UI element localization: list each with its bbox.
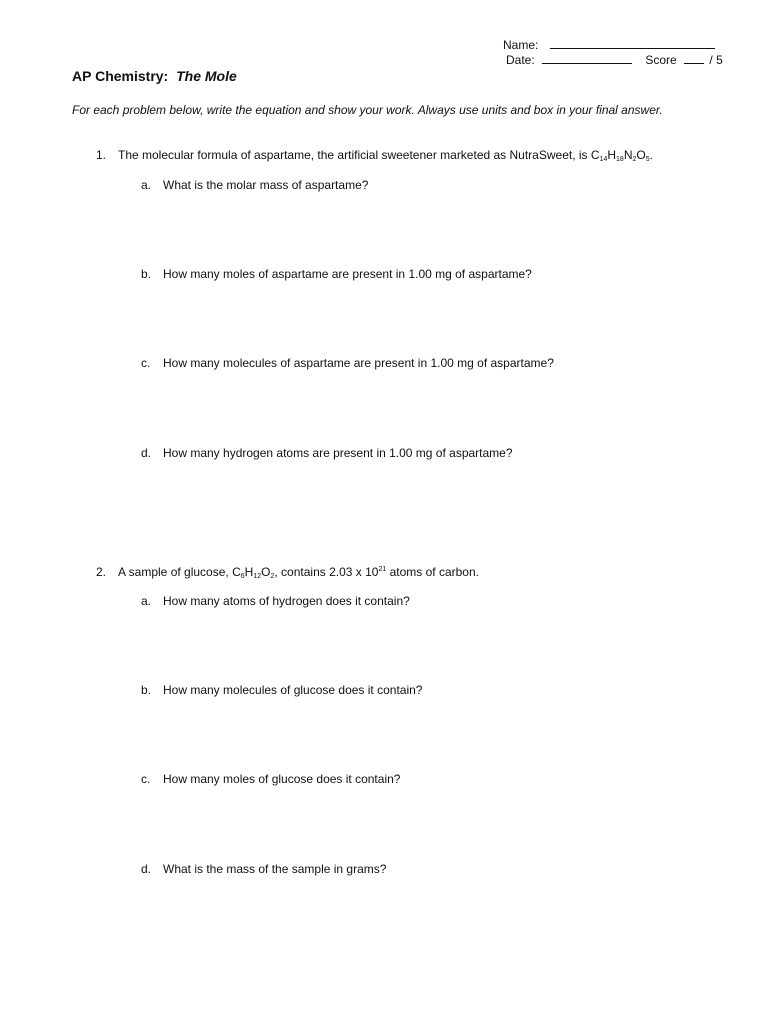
formula-subscript: 2 xyxy=(270,573,275,580)
formula-subscript: 5 xyxy=(645,156,650,163)
formula-subscript: 14 xyxy=(599,156,608,163)
title-prefix: AP Chemistry: xyxy=(72,68,169,84)
question-text: What is the mass of the sample in grams? xyxy=(163,862,387,876)
problem-2-number: 2. xyxy=(96,565,107,579)
problem-1-prefix: The molecular formula of aspartame, the artificial sweetener marketed as NutraSweet, is xyxy=(118,148,591,162)
formula-subscript: 6 xyxy=(240,573,245,580)
question-text: How many molecules of aspartame are present in 1.00 mg of aspartame? xyxy=(163,356,554,370)
name-field[interactable] xyxy=(550,38,715,49)
problem-2-text xyxy=(118,565,479,579)
question-text: How many hydrogen atoms are present in 1.00 mg of aspartame? xyxy=(163,446,513,460)
part-label: d. xyxy=(141,862,152,876)
formula-element: N xyxy=(623,148,633,162)
formula-element: O xyxy=(636,148,646,162)
part-label: a. xyxy=(141,178,152,192)
part-label: c. xyxy=(141,356,151,370)
formula-element: H xyxy=(244,565,254,579)
question-text: How many moles of glucose does it contain? xyxy=(163,772,401,786)
problem-2-suffix: atoms of carbon. xyxy=(386,565,479,579)
page-title xyxy=(72,68,237,84)
formula-subscript: 2 xyxy=(632,156,637,163)
question-text: What is the molar mass of aspartame? xyxy=(163,178,369,192)
date-score-row xyxy=(506,53,723,67)
name-label: Name: xyxy=(503,38,539,52)
aspartame-formula xyxy=(591,148,650,162)
problem-1-text xyxy=(118,148,653,162)
instructions: For each problem below, write the equation and show your work. Always use units and box in your final answer. xyxy=(72,103,663,117)
question-text: How many molecules of glucose does it contain? xyxy=(163,683,423,697)
problem-2-prefix: A sample of glucose, xyxy=(118,565,233,579)
part-label: b. xyxy=(141,683,152,697)
date-label: Date: xyxy=(506,53,535,67)
part-label: b. xyxy=(141,267,152,281)
problem-2-mid: , contains 2.03 x 10 xyxy=(274,565,379,579)
score-field[interactable] xyxy=(684,53,704,64)
score-label: Score xyxy=(645,53,677,67)
part-label: a. xyxy=(141,594,152,608)
formula-element: C xyxy=(590,148,600,162)
problem-1-suffix: . xyxy=(649,148,653,162)
formula-subscript: 18 xyxy=(616,156,624,163)
question-text: How many moles of aspartame are present in 1.00 mg of aspartame? xyxy=(163,267,532,281)
score-total: / 5 xyxy=(709,53,723,67)
exponent: 21 xyxy=(378,566,387,573)
part-label: c. xyxy=(141,772,151,786)
formula-element: H xyxy=(607,148,617,162)
problem-1-number: 1. xyxy=(96,148,107,162)
date-field[interactable] xyxy=(542,53,632,64)
part-label: d. xyxy=(141,446,152,460)
glucose-formula xyxy=(232,565,274,579)
question-text: How many atoms of hydrogen does it contain? xyxy=(163,594,410,608)
formula-subscript: 12 xyxy=(253,573,262,580)
name-row xyxy=(503,38,715,52)
title-topic: The Mole xyxy=(176,68,237,84)
formula-element: O xyxy=(261,565,271,579)
formula-element: C xyxy=(232,565,241,579)
